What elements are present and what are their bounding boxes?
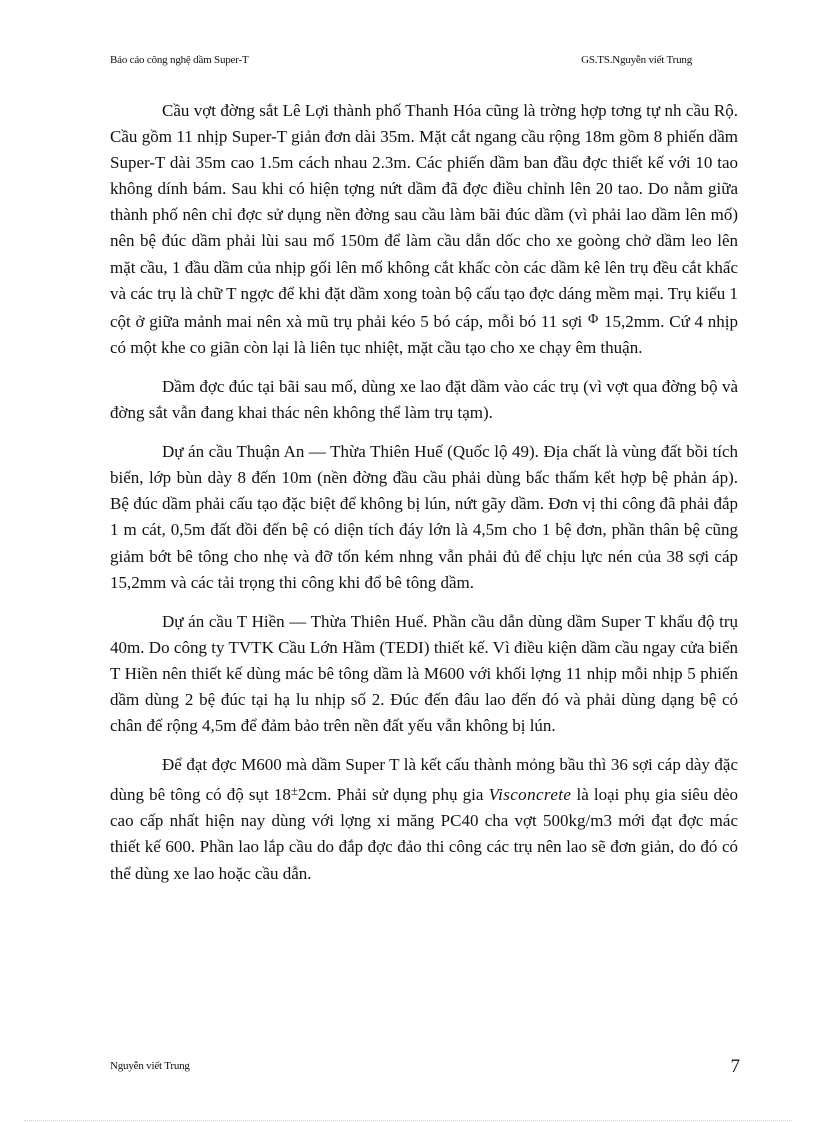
paragraph-text: 2cm. Phải sử dụng phụ gia (298, 785, 484, 805)
header-document-title: Báo cáo công nghệ dầm Super-T (110, 54, 249, 66)
paragraph-m600-concrete (110, 752, 738, 886)
paragraph-le-loi-bridge (110, 98, 738, 361)
paragraph-tu-hien-bridge: Dự án cầu T Hiền — Thừa Thiên Huế. Phần cầu dẫn dùng dầm Super T khẩu độ trụ 40m. Do công ty TVTK Cầu Lớn Hầm (TEDI) thiết kế. Vì điều kiện dầm cầu ngay cửa biển T Hiền nên thiết kế dùng mác bê tông dầm là M600 với khối lợng 11 nhịp mỗi nhịp 5 phiến dầm dùng 2 bệ đúc tại hạ lu nhịp số 2. Đúc đến đâu lao đến đó và phải dùng dạng bệ có chân đế rộng 4,5m để đảm bảo trên nền đất yếu vẫn không bị lún. (110, 611, 738, 736)
body-text (110, 98, 738, 887)
paragraph-beam-casting: Dầm đợc đúc tại bãi sau mố, dùng xe lao đặt dầm vào các trụ (vì vợt qua đờng bộ và đờng sắt vẫn đang khai thác nên không thể làm trụ tạm). (110, 376, 738, 423)
page-number: 7 (730, 1056, 740, 1077)
phi-symbol: Φ (588, 311, 599, 327)
paragraph-thuan-an-bridge: Dự án cầu Thuận An — Thừa Thiên Huế (Quốc lộ 49). Địa chất là vùng đất bồi tích biển, lớp bùn dày 8 đến 10m (nền đờng đầu cầu phải dùng bấc thấm kết hợp bệ phản áp). Bệ đúc dầm phải cấu tạo đặc biệt để không bị lún, nứt gãy dầm. Đơn vị thi công đã phải đắp 1 m cát, 0,5m đất đồi đến bệ có diện tích đáy lớn là 4,5m cho 1 bệ đơn, phần thân bệ cũng giảm bớt bê tông cho nhẹ và đỡ tốn kém nhng vẫn phải đủ để chịu lực nén của 38 sợi cáp 15,2mm và các tải trọng thi công khi đổ bê tông dầm. (110, 442, 738, 592)
admixture-name: Visconcrete (488, 785, 572, 805)
page-header (110, 52, 692, 68)
paragraph-text: là loại phụ gia siêu dẻo cao cấp nhất hiện nay dùng với lợng xi măng PC40 cha vợt 500kg/m3 mới đạt đợc mác thiết kế 600. Phần lao lắp cầu do đắp đợc đảo thi công các trụ nên lao sẽ đơn giản, do đó có thể dùng xe lao hoặc cầu dẫn. (110, 785, 739, 883)
page-footer (110, 1056, 740, 1086)
header-author: GS.TS.Nguyễn viết Trung (581, 54, 692, 66)
page-bottom-divider (24, 1120, 792, 1121)
plus-minus-symbol: ± (290, 783, 299, 799)
paragraph-text: Cầu vợt đờng sắt Lê Lợi thành phố Thanh Hóa cũng là trờng hợp tơng tự nh cầu Rộ. Cầu gồm 11 nhịp Super-T giản đơn dài 35m. Mặt cắt ngang cầu rộng 18m gồm 8 phiến dầm Super-T dài 35m cao 1.5m cách nhau 2.3m. Các phiến dầm ban đầu đợc thiết kế với 10 tao không dính bám. Sau khi có hiện tợng nứt dầm đã đợc điều chỉnh lên 20 tao. Do nằm giữa thành phố nên chỉ đợc sử dụng nền đờng sau cầu làm bãi đúc dầm (vì phải lao dầm lên mố) nên bệ đúc dầm phải lùi sau mố 150m để làm cầu dẫn dốc cho xe goòng chở dầm leo lên mặt cầu, 1 đầu dầm của nhịp gối lên mố không cắt khấc còn các dầm kê lên trụ đều cắt khấc và các trụ là chữ T ngợc để khi đặt dầm xong toàn bộ cấu tạo đợc dáng mềm mại. Trụ kiểu 1 cột ở giữa mảnh mai nên xà mũ trụ phải kéo 5 bó cáp, mỗi bó 11 sợi (110, 101, 738, 331)
footer-author: Nguyễn viết Trung (110, 1060, 190, 1072)
paragraph-text: Để đạt đợc M600 mà dầm Super T là kết cấu thành mỏng bầu thì 36 sợi cáp dày đặc dùng bê tông có độ sụt 18 (110, 755, 738, 805)
paragraph-text: 15,2mm. Cứ 4 nhịp có một khe co giãn còn lại là liên tục nhiệt, mặt cầu tạo cho xe chạy êm thuận. (110, 311, 739, 357)
